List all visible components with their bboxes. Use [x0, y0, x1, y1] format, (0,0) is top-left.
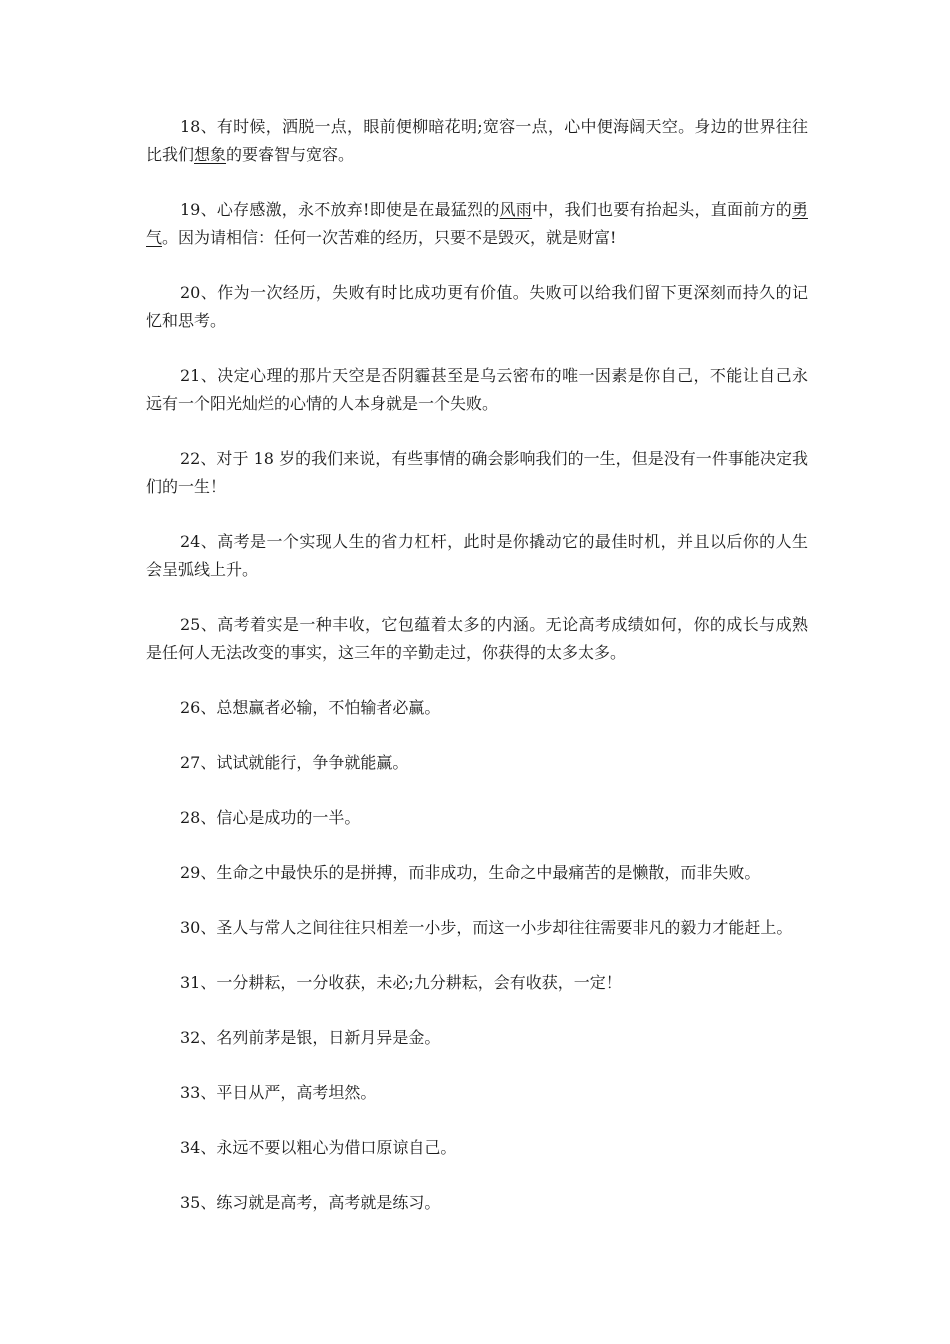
underlined-word: 想象 [194, 145, 227, 164]
text: 35、练习就是高考，高考就是练习。 [180, 1193, 441, 1212]
document-body [146, 113, 808, 1244]
paragraph-31 [146, 969, 808, 997]
paragraph-33 [146, 1079, 808, 1107]
text: 31、一分耕耘，一分收获，未必;九分耕耘，会有收获，一定！ [180, 973, 622, 992]
text: 24、高考是一个实现人生的省力杠杆，此时是你撬动它的最佳时机，并且以后你的人生会呈弧线上升。 [146, 532, 808, 579]
paragraph-26 [146, 694, 808, 722]
paragraph-35 [146, 1189, 808, 1217]
paragraph-28 [146, 804, 808, 832]
paragraph-24 [146, 528, 808, 584]
text: 25、高考着实是一种丰收，它包蕴着太多的内涵。无论高考成绩如何，你的成长与成熟是任何人无法改变的事实，这三年的辛勤走过，你获得的太多太多。 [146, 615, 808, 662]
text: 22、对于 18 岁的我们来说，有些事情的确会影响我们的一生，但是没有一件事能决定我们的一生！ [146, 449, 808, 496]
underlined-word: 勇气 [146, 200, 808, 247]
text: 28、信心是成功的一半。 [180, 808, 361, 827]
text: 32、名列前茅是银，日新月异是金。 [180, 1028, 441, 1047]
text: 的要睿智与宽容。 [226, 145, 355, 164]
paragraph-20 [146, 279, 808, 335]
text: 26、总想赢者必输，不怕输者必赢。 [180, 698, 441, 717]
paragraph-27 [146, 749, 808, 777]
paragraph-21 [146, 362, 808, 418]
paragraph-30 [146, 914, 808, 942]
paragraph-22 [146, 445, 808, 501]
underlined-word: 风雨 [499, 200, 533, 219]
paragraph-29 [146, 859, 808, 887]
paragraph-32 [146, 1024, 808, 1052]
text: 33、平日从严，高考坦然。 [180, 1083, 377, 1102]
text: 19、心存感激，永不放弃!即使是在最猛烈的 [180, 200, 500, 219]
text: 29、生命之中最快乐的是拼搏，而非成功，生命之中最痛苦的是懒散，而非失败。 [180, 863, 761, 882]
text: 27、试试就能行，争争就能赢。 [180, 753, 409, 772]
text: 。因为请相信：任何一次苦难的经历，只要不是毁灭，就是财富! [162, 228, 617, 247]
text: 中，我们也要有抬起头，直面前方的 [532, 200, 792, 219]
text: 18、有时候，洒脱一点，眼前便柳暗花明;宽容一点，心中便海阔天空。身边的世界往往比我们 [146, 117, 808, 164]
paragraph-19 [146, 196, 808, 252]
paragraph-34 [146, 1134, 808, 1162]
text: 21、决定心理的那片天空是否阴霾甚至是乌云密布的唯一因素是你自己，不能让自己永远有一个阳光灿烂的心情的人本身就是一个失败。 [146, 366, 808, 413]
text: 20、作为一次经历，失败有时比成功更有价值。失败可以给我们留下更深刻而持久的记忆和思考。 [146, 283, 808, 330]
paragraph-18 [146, 113, 808, 169]
paragraph-25 [146, 611, 808, 667]
text: 34、永远不要以粗心为借口原谅自己。 [180, 1138, 457, 1157]
text: 30、圣人与常人之间往往只相差一小步，而这一小步却往往需要非凡的毅力才能赶上。 [180, 918, 793, 937]
